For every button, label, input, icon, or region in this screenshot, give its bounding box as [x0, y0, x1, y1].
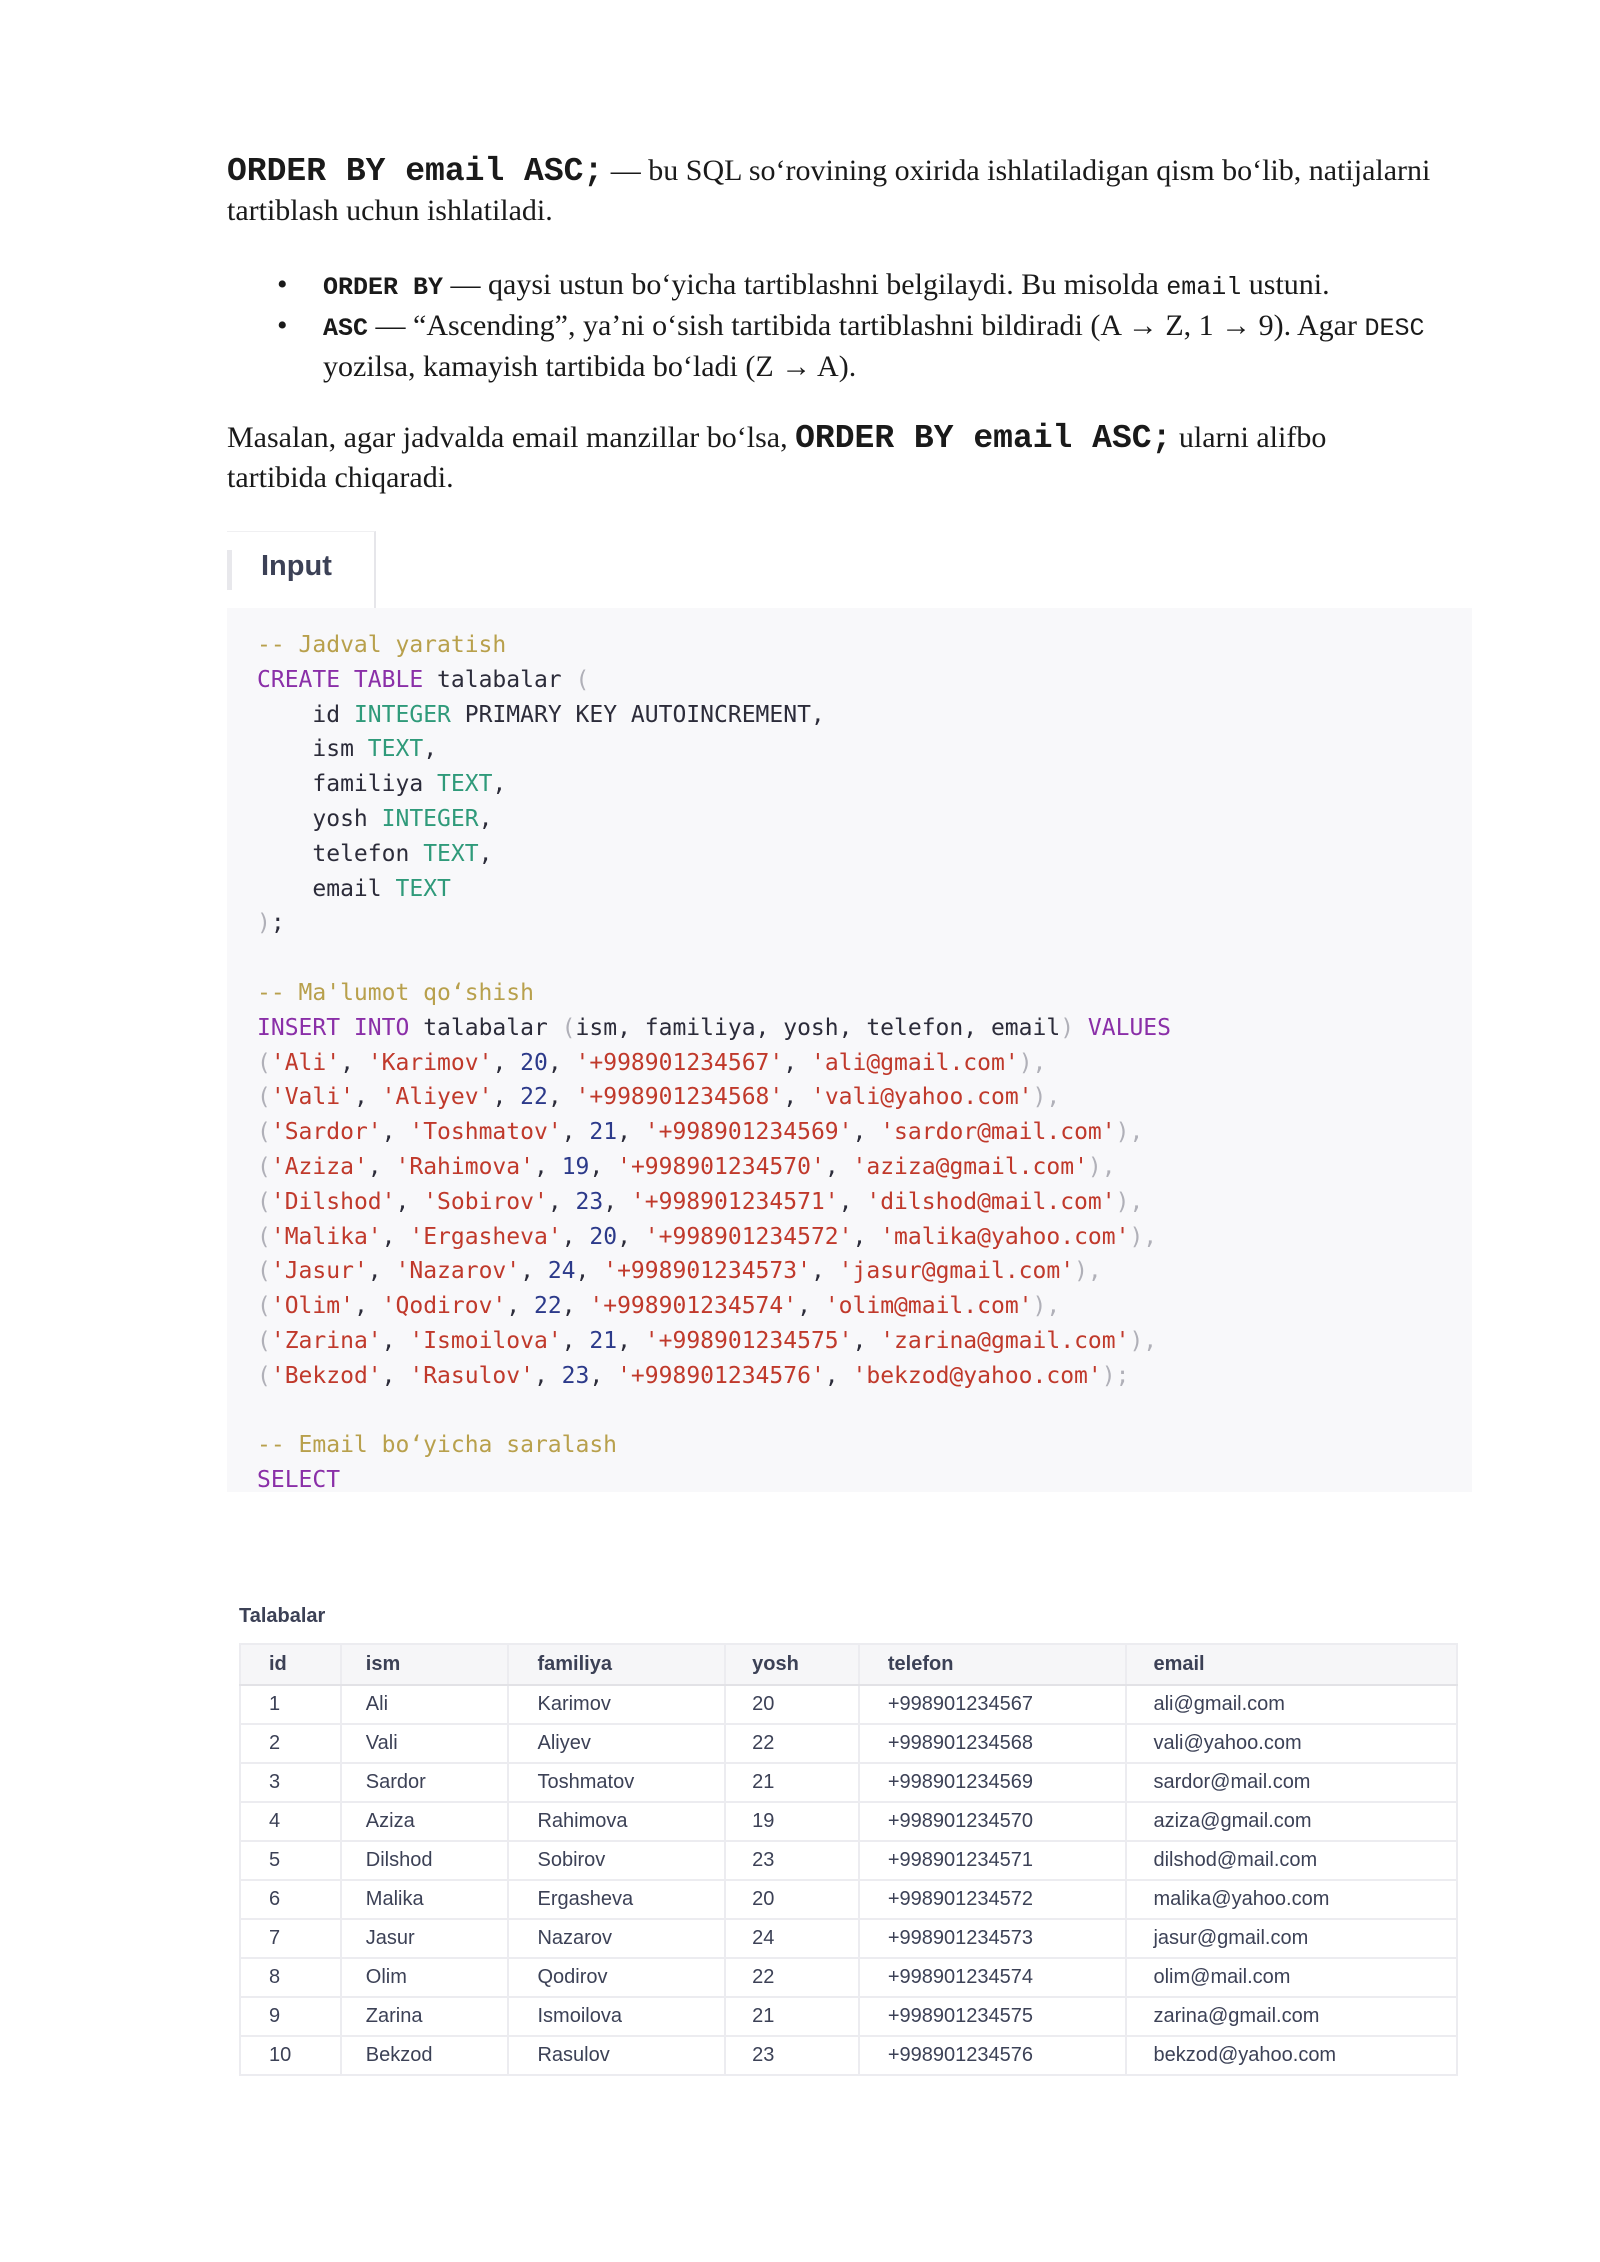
cell-value: +998901234571: [887, 1849, 1034, 1871]
value-telefon: '+998901234567': [575, 1049, 784, 1076]
cell-yosh: [725, 1763, 859, 1802]
header-label: yosh: [752, 1653, 799, 1675]
cell-value: 6: [269, 1888, 281, 1910]
column-name: familiya: [312, 771, 424, 798]
cell-value: Rahimova: [537, 1810, 628, 1832]
cell-id: [240, 2036, 341, 2075]
comment-select: -- Email bo‘yicha saralash: [257, 1432, 618, 1459]
cell-yosh: [725, 1724, 859, 1763]
cell-familiya: [508, 1802, 725, 1841]
cell-value: 8: [269, 1966, 281, 1988]
value-yosh: 19: [561, 1153, 590, 1180]
cell-id: [240, 1880, 341, 1919]
cell-value: Dilshod: [365, 1849, 433, 1871]
column-type: INTEGER: [353, 701, 451, 728]
cell-value: +998901234568: [887, 1732, 1034, 1754]
value-familiya: 'Toshmatov': [409, 1119, 562, 1146]
bullet-icon: •: [277, 309, 288, 342]
cell-id: [240, 1724, 341, 1763]
cell-value: Aziza: [365, 1810, 415, 1832]
value-familiya: 'Nazarov': [395, 1258, 521, 1285]
cell-value: 9: [269, 2005, 281, 2027]
cell-ism: [341, 1997, 509, 2036]
cell-value: Rasulov: [537, 2044, 610, 2066]
cell-ism: [341, 1841, 509, 1880]
cell-value: +998901234570: [887, 1810, 1034, 1832]
list-item: [227, 266, 1477, 307]
value-familiya: 'Rasulov': [409, 1362, 534, 1389]
bullet-code: ASC: [323, 314, 369, 343]
cell-value: malika@yahoo.com: [1153, 1888, 1330, 1910]
cell-value: 2: [269, 1732, 281, 1754]
row-end: ),: [1129, 1223, 1158, 1250]
cell-telefon: [859, 1880, 1127, 1919]
table-row: [240, 2036, 1457, 2075]
bullet-inline-code: DESC: [1364, 314, 1425, 343]
bullet-text-end: yozilsa, kamayish tartibida bo‘ladi (Z → A).: [323, 350, 857, 383]
value-ism: 'Zarina': [270, 1327, 382, 1354]
row-end: ),: [1074, 1258, 1102, 1285]
value-email: 'dilshod@mail.com': [866, 1188, 1116, 1215]
value-yosh: 21: [589, 1119, 618, 1146]
value-telefon: '+998901234569': [644, 1119, 853, 1146]
cell-value: +998901234572: [887, 1888, 1034, 1910]
insert-columns: ism, familiya, yosh, telefon, email: [575, 1014, 1061, 1041]
example-code: ORDER BY email ASC;: [795, 420, 1172, 457]
value-yosh: 21: [589, 1327, 618, 1354]
cell-value: Vali: [365, 1732, 398, 1754]
cell-value: Bekzod: [365, 2044, 433, 2066]
tab-input[interactable]: [227, 531, 376, 612]
cell-id: [240, 1802, 341, 1841]
cell-value: +998901234576: [887, 2044, 1034, 2066]
value-ism: 'Ali': [270, 1049, 341, 1076]
cell-value: 23: [752, 2044, 775, 2066]
intro-code: ORDER BY email ASC;: [227, 153, 604, 190]
value-familiya: 'Karimov': [367, 1049, 493, 1076]
value-yosh: 23: [561, 1362, 590, 1389]
table-body: [240, 1685, 1457, 2075]
value-email: 'olim@mail.com': [824, 1293, 1033, 1320]
cell-value: 19: [752, 1810, 775, 1832]
cell-value: Olim: [365, 1966, 407, 1988]
column-name: email: [312, 875, 382, 902]
cell-telefon: [859, 1958, 1127, 1997]
cell-value: Jasur: [365, 1927, 415, 1949]
example-text: Masalan, agar jadvalda email manzillar bo‘lsa,: [227, 421, 796, 454]
column-extra: ,: [478, 840, 493, 867]
tab-input-label: Input: [261, 550, 332, 582]
column-name: telefon: [312, 840, 410, 867]
table-row: [240, 1841, 1457, 1880]
column-extra: ,: [423, 736, 438, 763]
comment-insert: -- Ma'lumot qo‘shish: [257, 979, 534, 1006]
value-telefon: '+998901234571': [630, 1188, 839, 1215]
cell-value: 3: [269, 1771, 281, 1793]
row-end: ),: [1115, 1119, 1144, 1146]
cell-value: zarina@gmail.com: [1153, 2005, 1320, 2027]
cell-yosh: [725, 1919, 859, 1958]
example-text-end: ularni alifbo tartibida chiqaradi.: [227, 421, 1327, 494]
cell-value: bekzod@yahoo.com: [1153, 2044, 1337, 2066]
intro-text: — bu SQL so‘rovining oxirida ishlatiladigan qism bo‘lib, natijalarni tartiblash uchun ishlatiladi.: [227, 154, 1431, 227]
result-table: [239, 1643, 1458, 2076]
cell-yosh: [725, 1685, 859, 1724]
cell-value: +998901234574: [887, 1966, 1034, 1988]
value-email: 'sardor@mail.com': [880, 1119, 1116, 1146]
value-email: 'zarina@gmail.com': [880, 1327, 1130, 1354]
cell-value: vali@yahoo.com: [1153, 1732, 1302, 1754]
value-ism: 'Vali': [270, 1084, 354, 1111]
cell-value: sardor@mail.com: [1153, 1771, 1311, 1793]
insert-keyword: INSERT INTO: [257, 1014, 410, 1041]
cell-value: Qodirov: [537, 1966, 608, 1988]
create-keyword: CREATE TABLE: [257, 666, 424, 693]
cell-familiya: [508, 2036, 725, 2075]
cell-email: [1126, 1802, 1457, 1841]
cell-value: 4: [269, 1810, 281, 1832]
bullet-text: — “Ascending”, ya’ni o‘sish tartibida tartiblashni bildiradi (A → Z, 1 → 9). Agar: [368, 309, 1365, 342]
cell-ism: [341, 1802, 509, 1841]
value-telefon: '+998901234568': [575, 1084, 784, 1111]
cell-email: [1126, 2036, 1457, 2075]
table-row: [240, 1997, 1457, 2036]
cell-value: ali@gmail.com: [1153, 1693, 1285, 1715]
value-email: 'bekzod@yahoo.com': [852, 1362, 1102, 1389]
cell-value: Ismoilova: [537, 2005, 622, 2027]
values-keyword: VALUES: [1087, 1014, 1171, 1041]
value-ism: 'Dilshod': [270, 1188, 396, 1215]
explanation-list: [227, 266, 1477, 386]
header-label: id: [269, 1653, 287, 1675]
cell-value: 21: [752, 1771, 775, 1793]
table-row: [240, 1802, 1457, 1841]
value-telefon: '+998901234573': [603, 1258, 811, 1285]
column-name: yosh: [312, 805, 368, 832]
value-email: 'ali@gmail.com': [810, 1049, 1019, 1076]
bullet-icon: •: [277, 268, 288, 301]
value-telefon: '+998901234572': [644, 1223, 853, 1250]
value-yosh: 20: [589, 1223, 618, 1250]
column-type: TEXT: [437, 771, 493, 798]
cell-value: Zarina: [365, 2005, 423, 2027]
value-familiya: 'Aliyev': [381, 1084, 493, 1111]
table-row: [240, 1880, 1457, 1919]
cell-value: 1: [269, 1693, 281, 1715]
row-end: ),: [1129, 1327, 1158, 1354]
cell-id: [240, 1763, 341, 1802]
value-telefon: '+998901234570': [617, 1153, 825, 1180]
table-header-row: [240, 1644, 1457, 1685]
select-keyword: SELECT: [257, 1467, 341, 1494]
value-ism: 'Olim': [270, 1293, 354, 1320]
cell-email: [1126, 1685, 1457, 1724]
cell-id: [240, 1958, 341, 1997]
cell-yosh: [725, 1958, 859, 1997]
cell-familiya: [508, 1841, 725, 1880]
value-ism: 'Bekzod': [270, 1362, 382, 1389]
header-ism: [341, 1644, 509, 1685]
table-row: [240, 1724, 1457, 1763]
cell-value: 10: [269, 2044, 292, 2066]
value-yosh: 23: [575, 1188, 604, 1215]
value-telefon: '+998901234575': [644, 1327, 853, 1354]
header-telefon: [859, 1644, 1127, 1685]
result-table-title: Talabalar: [239, 1605, 326, 1627]
insert-table: talabalar: [423, 1014, 548, 1041]
cell-value: Sobirov: [537, 1849, 606, 1871]
bullet-text-end: ustuni.: [1241, 268, 1330, 301]
code-tabbar: [227, 531, 1472, 611]
header-email: [1126, 1644, 1457, 1685]
value-ism: 'Jasur': [270, 1258, 368, 1285]
cell-value: +998901234575: [887, 2005, 1034, 2027]
table-row: [240, 1763, 1457, 1802]
cell-value: 22: [752, 1732, 775, 1754]
column-name: ism: [312, 736, 354, 763]
header-label: telefon: [887, 1653, 954, 1675]
header-label: ism: [365, 1653, 401, 1675]
cell-email: [1126, 1841, 1457, 1880]
value-familiya: 'Sobirov': [423, 1188, 548, 1215]
cell-value: +998901234569: [887, 1771, 1034, 1793]
cell-value: Aliyev: [537, 1732, 591, 1754]
cell-familiya: [508, 1919, 725, 1958]
cell-familiya: [508, 1880, 725, 1919]
tab-edge: [227, 550, 232, 590]
column-type: TEXT: [395, 875, 451, 902]
cell-yosh: [725, 1997, 859, 2036]
value-ism: 'Aziza': [270, 1153, 368, 1180]
cell-value: 22: [752, 1966, 775, 1988]
table-row: [240, 1958, 1457, 1997]
cell-familiya: [508, 1763, 725, 1802]
code-editor[interactable]: [227, 608, 1472, 1492]
cell-value: 20: [752, 1888, 775, 1910]
cell-telefon: [859, 1724, 1127, 1763]
cell-ism: [341, 1919, 509, 1958]
value-yosh: 24: [547, 1258, 576, 1285]
cell-telefon: [859, 1997, 1127, 2036]
row-end: ),: [1087, 1153, 1116, 1180]
cell-telefon: [859, 1763, 1127, 1802]
header-label: email: [1153, 1653, 1205, 1675]
cell-ism: [341, 1724, 509, 1763]
row-end: );: [1101, 1362, 1130, 1389]
cell-email: [1126, 1919, 1457, 1958]
cell-ism: [341, 1685, 509, 1724]
value-telefon: '+998901234574': [589, 1293, 798, 1320]
intro-paragraph: [227, 151, 1477, 230]
header-label: familiya: [537, 1653, 612, 1675]
cell-id: [240, 1997, 341, 2036]
cell-id: [240, 1841, 341, 1880]
cell-value: Ergasheva: [537, 1888, 634, 1910]
cell-ism: [341, 1958, 509, 1997]
column-name: id: [312, 701, 341, 728]
cell-yosh: [725, 2036, 859, 2075]
cell-telefon: [859, 1685, 1127, 1724]
cell-telefon: [859, 1841, 1127, 1880]
sql-code: -- Jadval yaratish CREATE TABLE talabalar ( id INTEGER PRIMARY KEY AUTOINCREMENT, ism TEXT, familiya TEXT, yosh INTEGER, telefon TEXT, email TEXT ); -- Ma'lumot qo‘shish INSERT INTO talabalar (ism, familiya, yosh, telefon, email) VALUES ('Ali', 'Karimov', 20, '+998901234567', 'ali@gmail.com'), ('Vali', 'Aliyev', 22, '+998901234568', 'vali@yahoo.com'), ('Sardor', 'Toshmatov', 21, '+998901234569', 'sardor@mail.com'), ('Aziza', 'Rahimova', 19, '+998901234570', 'aziza@gmail.com'), ('Dilshod', 'Sobirov', 23, '+998901234571', 'dilshod@mail.com'), ('Malika', 'Ergasheva', 20, '+998901234572', 'malika@yahoo.com'), ('Jasur', 'Nazarov', 24, '+998901234573', 'jasur@gmail.com'), ('Olim', 'Qodirov', 22, '+998901234574', 'olim@mail.com'), ('Zarina', 'Ismoilova', 21, '+998901234575', 'zarina@gmail.com'), ('Bekzod', 'Rasulov', 23, '+998901234576', 'bekzod@yahoo.com'); -- Email bo‘yicha saralash SELECT: [257, 632, 1171, 1494]
table-row: [240, 1685, 1457, 1724]
column-extra: ,: [492, 771, 507, 798]
cell-value: 7: [269, 1927, 281, 1949]
row-end: ),: [1115, 1188, 1144, 1215]
table-row: [240, 1919, 1457, 1958]
example-paragraph: [227, 418, 1427, 497]
cell-value: dilshod@mail.com: [1153, 1849, 1318, 1871]
cell-value: jasur@gmail.com: [1153, 1927, 1309, 1949]
cell-value: Sardor: [365, 1771, 426, 1793]
cell-familiya: [508, 1685, 725, 1724]
cell-value: 24: [752, 1927, 775, 1949]
column-type: TEXT: [423, 840, 479, 867]
header-familiya: [508, 1644, 725, 1685]
value-email: 'jasur@gmail.com': [838, 1258, 1075, 1285]
cell-familiya: [508, 1958, 725, 1997]
cell-value: Karimov: [537, 1693, 611, 1715]
cell-value: +998901234567: [887, 1693, 1034, 1715]
value-yosh: 22: [533, 1293, 562, 1320]
cell-email: [1126, 1763, 1457, 1802]
cell-yosh: [725, 1841, 859, 1880]
value-telefon: '+998901234576': [617, 1362, 825, 1389]
column-extra: PRIMARY KEY AUTOINCREMENT,: [464, 701, 825, 728]
value-familiya: 'Ergasheva': [409, 1223, 562, 1250]
bullet-code: ORDER BY: [323, 273, 444, 302]
cell-value: Malika: [365, 1888, 424, 1910]
cell-telefon: [859, 2036, 1127, 2075]
value-yosh: 20: [520, 1049, 548, 1076]
cell-id: [240, 1685, 341, 1724]
row-end: ),: [1032, 1293, 1061, 1320]
column-type: INTEGER: [381, 805, 479, 832]
cell-ism: [341, 1763, 509, 1802]
comment-create: -- Jadval yaratish: [257, 632, 507, 658]
cell-value: 21: [752, 2005, 775, 2027]
value-yosh: 22: [520, 1084, 548, 1111]
cell-value: aziza@gmail.com: [1153, 1810, 1312, 1832]
cell-ism: [341, 2036, 509, 2075]
cell-yosh: [725, 1880, 859, 1919]
cell-id: [240, 1919, 341, 1958]
cell-email: [1126, 1724, 1457, 1763]
table-name: talabalar: [437, 666, 562, 693]
list-item: [227, 307, 1477, 386]
cell-value: Nazarov: [537, 1927, 612, 1949]
bullet-inline-code: email: [1166, 273, 1242, 302]
cell-email: [1126, 1958, 1457, 1997]
cell-ism: [341, 1880, 509, 1919]
cell-value: Toshmatov: [537, 1771, 635, 1793]
row-end: ),: [1032, 1084, 1061, 1111]
cell-telefon: [859, 1919, 1127, 1958]
bullet-text: — qaysi ustun bo‘yicha tartiblashni belgilaydi. Bu misolda: [443, 268, 1167, 301]
cell-value: +998901234573: [887, 1927, 1034, 1949]
cell-familiya: [508, 1997, 725, 2036]
header-id: [240, 1644, 341, 1685]
value-email: 'malika@yahoo.com': [880, 1223, 1130, 1250]
header-yosh: [725, 1644, 859, 1685]
value-familiya: 'Rahimova': [395, 1153, 534, 1180]
cell-telefon: [859, 1802, 1127, 1841]
cell-value: 20: [752, 1693, 775, 1715]
value-email: 'vali@yahoo.com': [810, 1084, 1033, 1111]
value-familiya: 'Qodirov': [381, 1293, 507, 1320]
value-ism: 'Sardor': [270, 1119, 382, 1146]
cell-yosh: [725, 1802, 859, 1841]
cell-value: Ali: [365, 1693, 389, 1715]
value-ism: 'Malika': [270, 1223, 382, 1250]
row-end: ),: [1018, 1049, 1047, 1076]
value-familiya: 'Ismoilova': [409, 1327, 562, 1354]
column-extra: ,: [478, 805, 493, 832]
cell-value: 5: [269, 1849, 281, 1871]
cell-email: [1126, 1880, 1457, 1919]
cell-value: olim@mail.com: [1153, 1966, 1291, 1988]
cell-email: [1126, 1997, 1457, 2036]
value-email: 'aziza@gmail.com': [852, 1153, 1088, 1180]
cell-familiya: [508, 1724, 725, 1763]
cell-value: 23: [752, 1849, 775, 1871]
column-type: TEXT: [367, 736, 424, 763]
